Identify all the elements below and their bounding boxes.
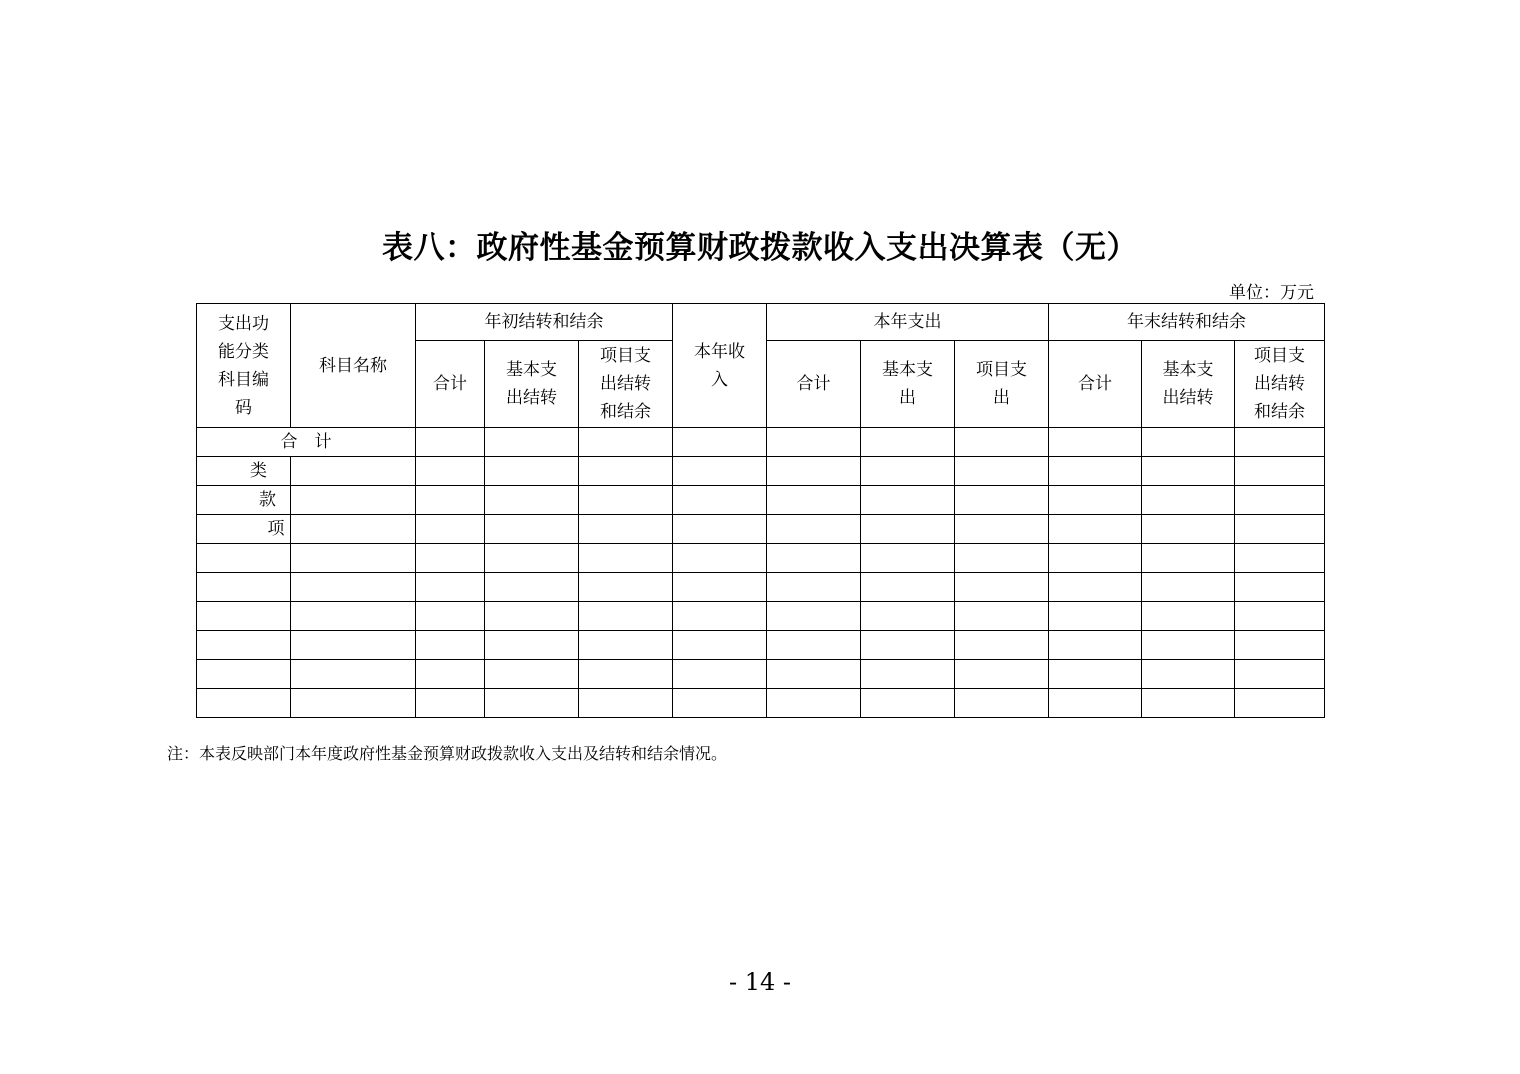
table-row [197,660,1325,689]
header-begin-project: 项目支出结转和结余 [579,341,673,428]
footnote: 注：本表反映部门本年度政府性基金预算财政拨款收入支出及结转和结余情况。 [167,744,728,763]
row-kuan-label: 款 [197,486,291,515]
header-begin-basic: 基本支出结转 [485,341,579,428]
header-name: 科目名称 [291,304,416,428]
table-row [197,457,1325,486]
table-row [197,515,1325,544]
table-row [197,544,1325,573]
header-code: 支出功能分类科目编码 [197,304,291,428]
header-end-total: 合计 [1049,341,1142,428]
row-lei-label: 类 [197,457,291,486]
unit-label: 单位：万元 [1229,283,1314,303]
header-end-group: 年末结转和结余 [1049,304,1325,341]
row-xiang-label: 项 [197,515,291,544]
header-end-basic: 基本支出结转 [1142,341,1235,428]
header-exp-basic: 基本支出 [861,341,955,428]
table-row [197,486,1325,515]
header-income: 本年收入 [673,304,767,428]
header-begin-group: 年初结转和结余 [416,304,673,341]
header-begin-total: 合计 [416,341,485,428]
page-title: 表八：政府性基金预算财政拨款收入支出决算表（无） [382,230,1138,266]
header-exp-project: 项目支出 [955,341,1049,428]
page-number: - 14 - [728,968,791,996]
budget-table [196,303,1325,718]
header-expense-group: 本年支出 [767,304,1049,341]
table-row [197,602,1325,631]
table-row [197,689,1325,718]
header-end-project: 项目支出结转和结余 [1235,341,1325,428]
header-exp-total: 合计 [767,341,861,428]
table-row [197,428,1325,457]
table-row [197,631,1325,660]
table-row [197,573,1325,602]
row-total-label: 合 计 [197,428,416,457]
